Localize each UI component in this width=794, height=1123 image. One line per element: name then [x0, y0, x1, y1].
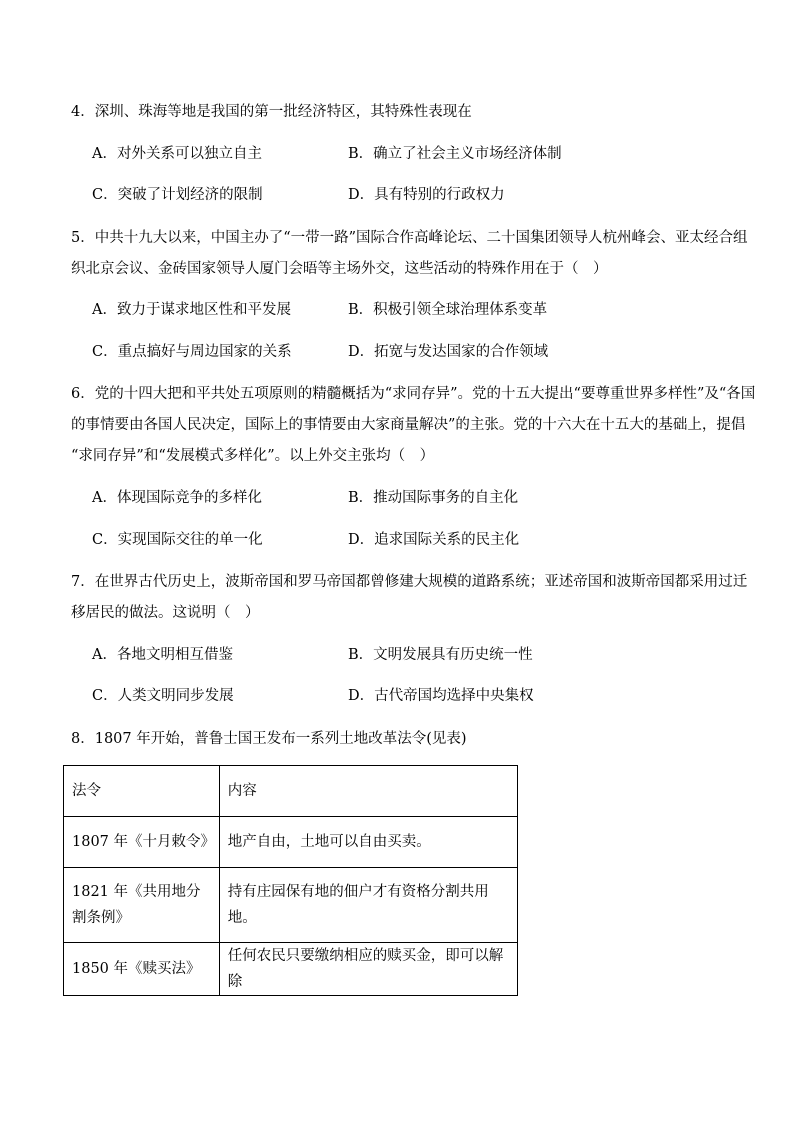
table-row	[64, 817, 518, 868]
question-6-option-c: C．实现国际交往的单一化	[92, 532, 263, 548]
question-7-option-c: C．人类文明同步发展	[92, 688, 234, 704]
question-7-text-line-1: 7．在世界古代历史上，波斯帝国和罗马帝国都曾修建大规模的道路系统；亚述帝国和波斯帝国都采用过迁	[71, 574, 748, 590]
table-header-row	[64, 766, 518, 817]
question-5-option-a: A．致力于谋求地区性和平发展	[92, 302, 291, 318]
table-row	[64, 943, 518, 996]
question-6-text-line-2: 的事情要由各国人民决定，国际上的事情要由大家商量解决”的主张。党的十六大在十五大的基础上，提倡	[71, 417, 746, 433]
land-reform-table	[63, 765, 518, 996]
question-4-option-a: A．对外关系可以独立自主	[92, 146, 262, 162]
question-4-option-c: C．突破了计划经济的限制	[92, 187, 263, 203]
question-5-option-b: B．积极引领全球治理体系变革	[348, 302, 548, 318]
question-5-text-line-2: 织北京会议、金砖国家领导人厦门会晤等主场外交，这些活动的特殊作用在于（ ）	[71, 261, 608, 277]
question-6-option-d: D．追求国际关系的民主化	[348, 532, 520, 548]
table-header-decree: 法令	[64, 766, 220, 817]
question-6-option-a: A．体现国际竞争的多样化	[92, 490, 262, 506]
question-7-text-line-2: 移居民的做法。这说明（ ）	[71, 605, 260, 621]
question-4-text: 4．深圳、珠海等地是我国的第一批经济特区，其特殊性表现在	[71, 104, 472, 120]
question-7-option-b: B．文明发展具有历史统一性	[348, 647, 533, 663]
table-cell-content: 地产自由，土地可以自由买卖。	[219, 817, 517, 868]
question-6-text-line-3: “求同存异”和“发展模式多样化”。以上外交主张均（ ）	[71, 448, 435, 464]
question-4-option-b: B．确立了社会主义市场经济体制	[348, 146, 562, 162]
question-6-option-b: B．推动国际事务的自主化	[348, 490, 519, 506]
question-7-option-a: A．各地文明相互借鉴	[92, 647, 233, 663]
table-header-content: 内容	[219, 766, 517, 817]
question-7-option-d: D．古代帝国均选择中央集权	[348, 688, 534, 704]
table-cell-content: 持有庄园保有地的佃户才有资格分割共用地。	[219, 868, 517, 943]
table-row	[64, 868, 518, 943]
table-cell-decree: 1821 年《共用地分割条例》	[64, 868, 220, 943]
question-8-text: 8．1807 年开始，普鲁士国王发布一系列土地改革法令(见表)	[71, 731, 467, 747]
table-cell-decree: 1807 年《十月敕令》	[64, 817, 220, 868]
question-5-option-d: D．拓宽与发达国家的合作领域	[348, 344, 549, 360]
question-6-text-line-1: 6．党的十四大把和平共处五项原则的精髓概括为“求同存异”。党的十五大提出“要尊重世界多样性”及“各国	[71, 386, 756, 402]
question-5-option-c: C．重点搞好与周边国家的关系	[92, 344, 292, 360]
question-5-text-line-1: 5．中共十九大以来，中国主办了“一带一路”国际合作高峰论坛、二十国集团领导人杭州峰会、亚太经合组	[71, 230, 748, 246]
table-cell-content: 任何农民只要缴纳相应的赎买金，即可以解除	[219, 943, 517, 996]
question-4-option-d: D．具有特别的行政权力	[348, 187, 505, 203]
table-cell-decree: 1850 年《赎买法》	[64, 943, 220, 996]
